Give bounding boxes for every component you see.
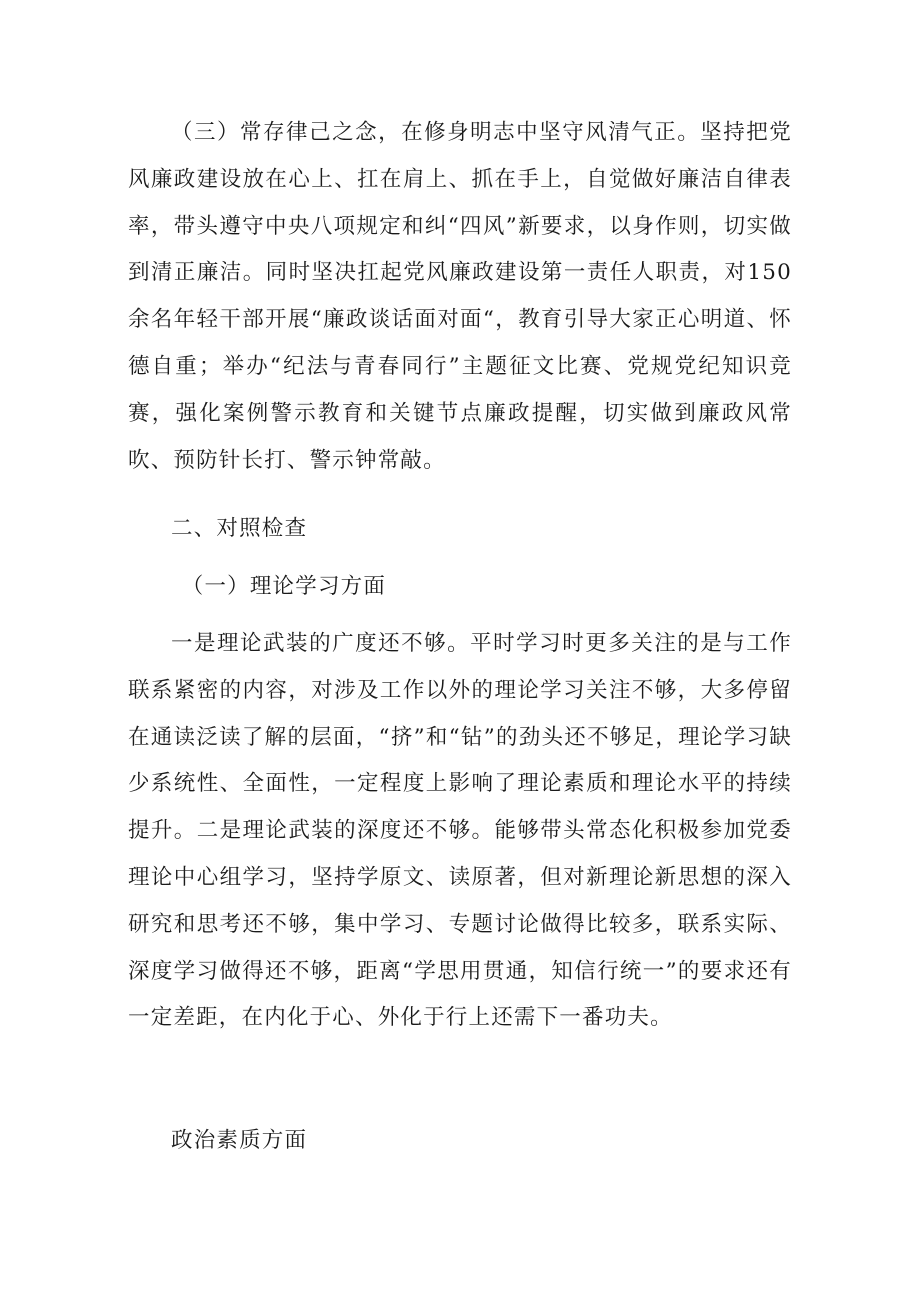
section-heading-comparison-check: 二、对照检查	[171, 516, 308, 541]
subsection-heading-theory-study: （一）理论学习方面	[181, 574, 387, 599]
paragraph-theory-study: 一是理论武装的广度还不够。平时学习时更多关注的是与工作联系紧密的内容，对涉及工作以外的理论学习关注不够，大多停留在通读泛读了解的层面，“挤”和“钻”的劲头还不够足，理论学习缺少系统性、全面性，一定程度上影响了理论素质和理论水平的持续提升。二是理论武装的深度还不够。能够带头常态化积极参加党委理论中心组学习，坚持学原文、读原著，但对新理论新思想的深入研究和思考还不够，集中学习、专题讨论做得比较多，联系实际、深度学习做得还不够，距离“学思用贯通，知信行统一”的要求还有一定差距，在内化于心、外化于行上还需下一番功夫。	[128, 631, 792, 1031]
paragraph-self-discipline: （三）常存律己之念，在修身明志中坚守风清气正。坚持把党风廉政建设放在心上、扛在肩上、抓在手上，自觉做好廉洁自律表率，带头遵守中央八项规定和纠“四风”新要求，以身作则，切实做到清正廉洁。同时坚决扛起党风廉政建设第一责任人职责，对150余名年轻干部开展“廉政谈话面对面“，教育引导大家正心明道、怀德自重；举办“纪法与青春同行”主题征文比赛、党规党纪知识竞赛，强化案例警示教育和关键节点廉政提醒，切实做到廉政风常吹、预防针长打、警示钟常敲。	[128, 120, 792, 473]
subsection-heading-political-quality: 政治素质方面	[171, 1128, 308, 1153]
